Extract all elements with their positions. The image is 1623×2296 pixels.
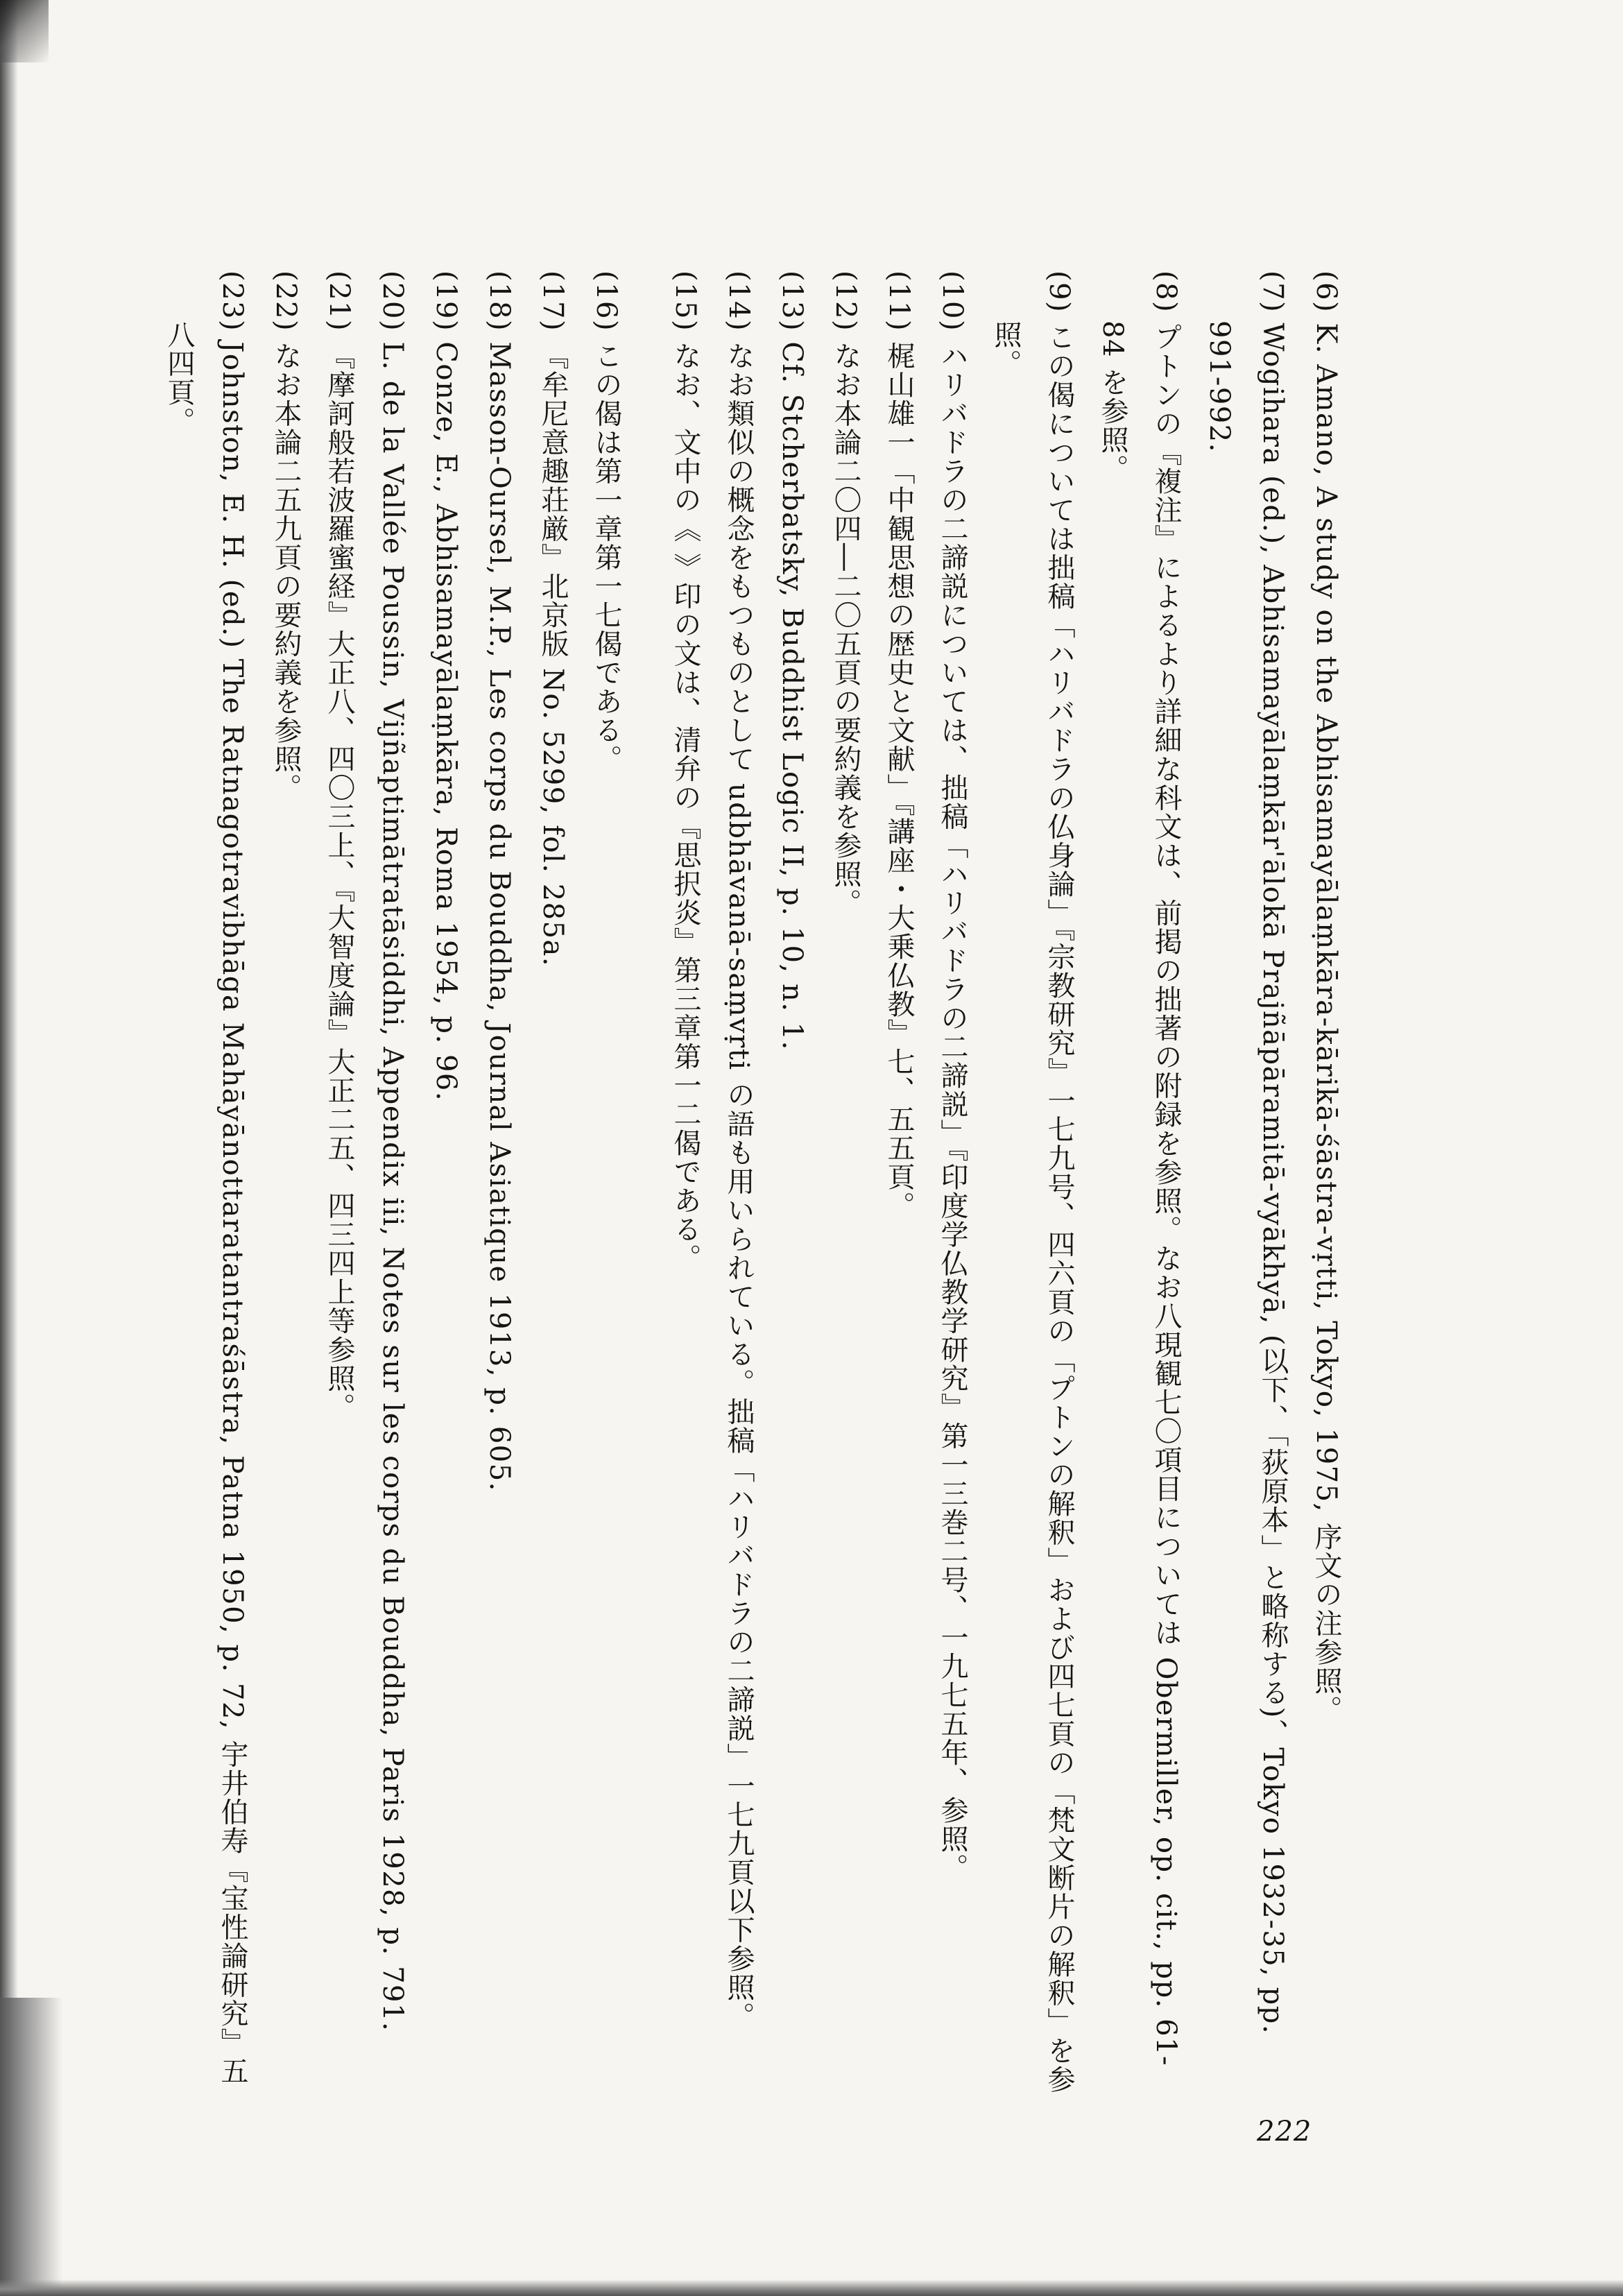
note-number: (10) [936,271,968,332]
note-number: (22) [270,271,302,332]
note-text: 『摩訶般若波羅蜜経』大正八、四〇三上、『大智度論』大正二五、四三四上等参照。 [323,341,355,1422]
scan-edge-left [0,0,18,2296]
note-number: (16) [590,271,622,332]
note-text: なお、文中の《 》印の文は、清弁の『思択炎』第三章第一二偈である。 [669,341,701,1273]
note-text: この偈については拙稿「ハリバドラの仏身論」『宗教研究』一七九号、四六頁の「プトンの解釈」および四七頁の「梵文断片の解釈」を参照。 [990,320,1075,2094]
note-text: なお類似の概念をもつものとして udbhāvanā-saṃvṛti の語も用いられている。拙稿「ハリバドラの二諦説」一七九頁以下参照。 [723,341,755,2031]
note-text: ハリバドラの二諦説については、拙稿「ハリバドラの二諦説」『印度学仏教学研究』第一三巻二号、一九七五年、参照。 [936,341,968,1883]
note-9 [979,271,1085,2102]
note-15 [658,271,712,2102]
note-text: L. de la Vallée Poussin, Vijñaptimātratāsiddhi, Appendix iii, Notes sur les corps du Bouddha, Paris 1928, p. 791. [377,341,409,2032]
note-23 [152,271,259,2102]
note-17 [526,271,579,2102]
note-text: Cf. Stcherbatsky, Buddhist Logic II, p. 10, n. 1. [776,341,808,1051]
note-8 [1085,271,1192,2102]
note-13 [765,271,818,2102]
note-text: 『牟尼意趣荘厳』北京版 No. 5299, fol. 285a. [537,341,569,968]
page-number: 222 [1257,2116,1312,2148]
note-text: プトンの『複注』によるより詳細な科文は、前掲の拙著の附録を参照。なお八現観七〇項目については Obermiller, op. cit., pp. 61-84 を参照。 [1097,320,1182,2067]
note-14 [712,271,765,2102]
scan-shadow-top-left [0,0,49,62]
notes-section [163,271,1352,2102]
note-7 [1192,271,1299,2102]
note-6 [1299,271,1352,2102]
note-text: 梶山雄一「中観思想の歴史と文献」『講座・大乗仏教』七、五五頁。 [883,341,915,1220]
note-number: (18) [483,271,515,332]
note-number: (8) [1150,271,1182,314]
note-number: (15) [669,271,701,332]
note-number: (14) [723,271,755,332]
note-22 [259,271,312,2102]
note-16 [579,271,633,2102]
note-18 [472,271,526,2102]
note-text: Conze, E., Abhisamayālaṃkāra, Roma 1954, p. 96. [430,341,462,1102]
note-number: (21) [323,271,355,332]
note-text: Wogihara (ed.), Abhisamayālaṃkār'ālokā Prajñāpāramitā-vyākhyā, (以下、「荻原本」と略称する)、Tokyo 1932-35, pp. 991-992. [1203,320,1289,2035]
note-text: Masson-Oursel, M.P., Les corps du Bouddha, Journal Asiatique 1913, p. 605. [483,341,515,1492]
note-number: (11) [883,271,915,332]
note-text: なお本論二五九頁の要約義を参照。 [270,341,302,803]
note-12 [818,271,872,2102]
note-number: (20) [377,271,409,332]
note-number: (9) [1043,271,1075,314]
note-text: なお本論二〇四―二〇五頁の要約義を参照。 [830,341,861,918]
scan-shadow-bottom-left [0,1998,62,2296]
note-11 [872,271,925,2102]
scan-edge-bottom [0,2279,1623,2296]
note-number: (6) [1310,271,1342,314]
note-number: (23) [216,271,248,332]
note-text: この偈は第一章第一七偈である。 [590,341,622,773]
note-text: Johnston, E. H. (ed.) The Ratnagotravibhāga Mahāyānottaratantraśāstra, Patna 1950, p. 72, 宇井伯寿『宝性論研究』五八四頁。 [163,320,248,2086]
note-20 [366,271,419,2102]
note-21 [312,271,366,2102]
note-19 [419,271,472,2102]
note-number: (13) [776,271,808,332]
note-number: (7) [1257,271,1289,314]
note-number: (17) [537,271,569,332]
note-number: (19) [430,271,462,332]
note-text: K. Amano, A study on the Abhisamayālaṃkāra-kārikā-śāstra-vṛtti, Tokyo, 1975, 序文の注参照。 [1310,323,1342,1724]
note-number: (12) [830,271,861,332]
note-10 [925,271,979,2102]
